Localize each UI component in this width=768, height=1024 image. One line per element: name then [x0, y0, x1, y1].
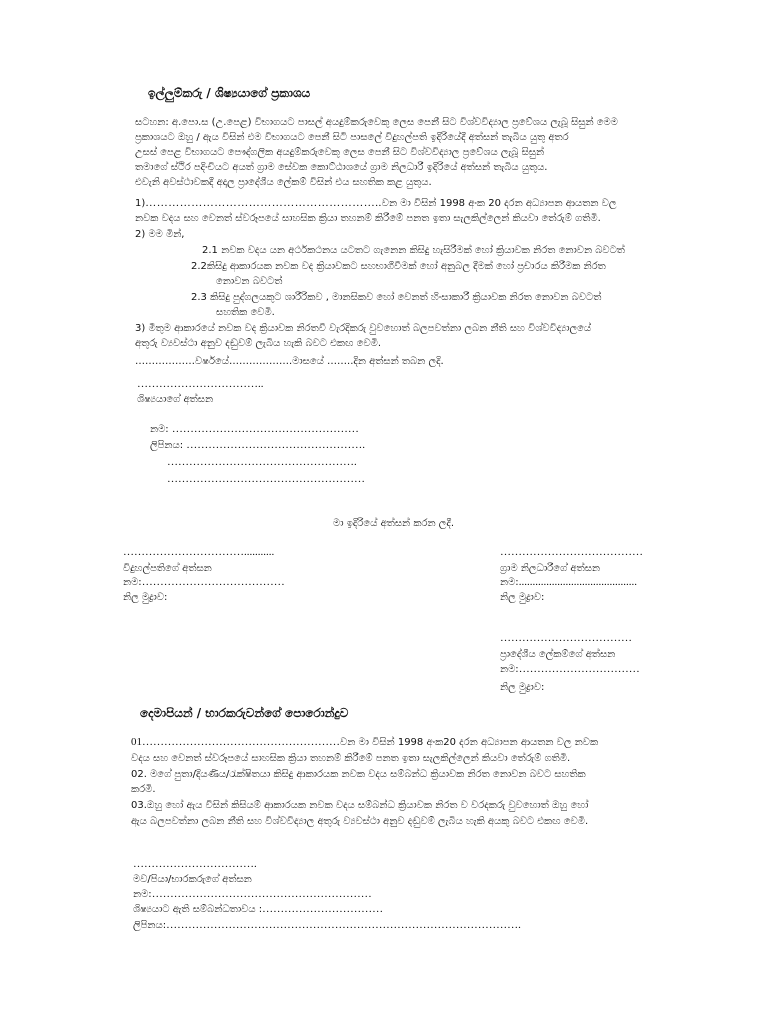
gn-signature-field[interactable]: ………………………………… — [500, 546, 643, 558]
guardian-p1-line: වදය සහ වෙනත් ස්වරූපයේ සාහසික ක්‍රියා තහනම් කිරීමේ පනත ඉතා සැලකිල්ලෙන් කියවා තේරුම් ගතිමි. — [131, 753, 571, 764]
declaration-title: ඉල්ලුම්කරු / ශිෂ්‍යයාගේ ප්‍රකාශය — [148, 86, 311, 100]
item-3-line: 3) මීතුම ආකාරයේ නවක වද ක්‍රියාවක නිරතවී වැරදිකරු වුවහොත් බලපවත්නා ලබන නීති සහ විශ්වවිද්‍යාලයේ — [135, 323, 592, 334]
principal-name-field[interactable]: ………………………………… — [141, 576, 285, 588]
principal-signature-label: විදුහල්පතිගේ අත්සන — [123, 563, 212, 574]
student-address-field[interactable]: …………………………………………. — [186, 439, 366, 451]
principal-seal-label: නිල මුද්‍රාව: — [123, 592, 168, 603]
guardian-relationship-row — [133, 902, 383, 917]
guardian-name-row — [133, 887, 372, 902]
student-address-field-3[interactable]: ……………………………………………… — [167, 473, 365, 485]
item-1-fill-field[interactable]: …………………………………………………….. — [145, 197, 382, 209]
guardian-relationship-field[interactable]: …………………………… — [262, 903, 384, 915]
guardian-p1-number: 01 — [131, 736, 142, 748]
guardian-relationship-label: ශිෂ්‍යයාට ඇති සම්බන්ධතාවය : — [133, 904, 263, 915]
principal-signature-field[interactable]: ……………………………........... — [123, 546, 275, 558]
gn-seal-label: නිල මුද්‍රාව: — [500, 592, 545, 603]
note-line: ප්‍රකාශයට ඔහු / ඇය විසින් එම විභාගයට පෙනී සිටි පාසලේ විදුහල්පති ඉදිරියේදී අත්සන් තැබිය යුතු අතර — [135, 132, 569, 143]
item-1-text: වන මා විසින් 1998 අංක 20 දරන අධ්‍යාපන ආයතන වල — [381, 198, 617, 209]
guardian-p2-line: කරමි. — [131, 784, 156, 795]
item-2-2-cont: නොවන බවටත් — [216, 276, 283, 287]
guardian-signature-label: මව/පියා/භාරකරුගේ අත්සන — [133, 874, 252, 885]
student-name-field[interactable]: …………………………………………… — [171, 423, 359, 435]
date-line[interactable]: ………………වර්ෂයේ……………….මාසයේ ……..දින අත්සන් තබන ලදි. — [135, 356, 444, 367]
ds-signature-field[interactable]: ……………………………… — [500, 632, 632, 644]
item-1-line: නවක වදය සහ වෙනත් ස්වරූපයේ සාහසික ක්‍රියා තහනම් කිරීමේ පනත ඉතා සැලකිල්ලෙන් කියවා තේරුම් ගතිමි. — [135, 213, 601, 224]
item-1-number: 1) — [135, 198, 146, 209]
note-line: එවැනි අවස්ථාවකදී අදාල ප්‍රාදේශීය ලේකම් විසින් එය සහතික කළ යුතුය. — [135, 177, 432, 188]
ds-name-label: නම: — [500, 664, 519, 675]
student-name-label: නම: — [150, 424, 169, 435]
item-2-1: 2.1 නවක වදය යන අර්ථකථනය යටතට ගැනෙන කිසිදු හැසිරීමක් හෝ ක්‍රියාවක නිරත නොවන බවටත් — [202, 245, 625, 256]
item-2-3-cont: සහතික වෙමි. — [216, 307, 275, 318]
student-name-row — [150, 422, 359, 437]
guardian-p3-line: ඇය බලපවත්නා ලබන නීති සහ විශ්වවිද්‍යාල අතුරු ව්‍යවස්ථා අනුව දඬුවම් ලැබිය හැකි අයකු බවට එකඟ වෙමි. — [131, 816, 589, 827]
item-1-line — [135, 196, 616, 211]
guardian-p2-line: 02. මගේ පුතා/දියණිය/රැක්ෂිතයා කිසිදු ආකාරයක නවක වදය සම්බන්ධ ක්‍රියාවක නිරත නොවන බවට සහතික — [131, 769, 586, 780]
ds-name-row — [500, 662, 640, 677]
ds-name-field[interactable]: …………………………… — [518, 663, 640, 675]
note-line: සටහන: අ.පො.ස (උ.පෙළ) විභාගයට පාසල් අයදුම්කරුවෙකු ලෙස පෙනී සිට විශ්වවිද්‍යාල ප්‍රවේශය ලැබූ සිසුන් මෙම — [135, 117, 618, 128]
item-2-heading: 2) මම මින්, — [135, 229, 185, 240]
gn-name-label: නම: — [500, 577, 519, 588]
guardian-signature-field[interactable]: ……………………………. — [133, 858, 257, 870]
guardian-name-field[interactable]: …………………………………………………… — [151, 888, 372, 900]
guardian-address-row — [133, 918, 521, 933]
student-signature-label: ශිෂ්‍යයාගේ අත්සන — [137, 394, 214, 405]
gn-name-field[interactable]: ........................................... — [518, 576, 637, 588]
guardian-p1-text: වන මා විසින් 1998 අංක20 දරන අධ්‍යාපන ආයතන වල නවක — [340, 737, 599, 748]
guardian-name-label: නම: — [133, 889, 152, 900]
guardian-p1-line — [131, 735, 598, 750]
ds-signature-label: ප්‍රාදේශීය ලේකම්ගේ අත්සන — [500, 649, 616, 660]
student-address-field-2[interactable]: ……………………………………………. — [167, 456, 357, 468]
item-2-3: 2.3 කිසිදු පුද්ගලයකුට ශාරීරිකව , මානසිකව හෝ වෙනත් හිංසාකාරී ක්‍රියාවක නිරත නොවන බවටත් — [191, 292, 602, 303]
item-3-line: අතුරු ව්‍යවස්ථා අනුව දඬුවම් ලැබිය හැකි බවට එකඟ වෙමි. — [135, 338, 382, 349]
guardian-address-label: ලිපිනය: — [133, 920, 167, 931]
guardian-title: දෙමාපියන් / භාරකරුවන්ගේ පොරොන්දුව — [140, 706, 349, 720]
student-address-label: ලිපිනය: — [150, 440, 184, 451]
principal-name-row — [123, 575, 285, 590]
student-address-row — [150, 438, 365, 453]
guardian-address-field[interactable]: ……………………………………………………………………………………. — [166, 919, 521, 931]
witness-heading: මා ඉදිරියේ අත්සන් කරන ලදී. — [333, 518, 455, 529]
gn-signature-label: ග්‍රාම නිලධාරීගේ අත්සන — [500, 563, 601, 574]
guardian-p3-line: 03.ඔහු හෝ ඇය විසින් කිසියම් ආකාරයක නවක වදය සම්බන්ධ ක්‍රියාවක නිරත ව වරදකරු වුවහොත් ඔහු හෝ — [131, 800, 589, 811]
note-line: උසස් පෙළ විභාගයට පෞද්ගලික අයදුම්කරුවෙකු ලෙස පෙනී සිට විශ්වවිද්‍යාල ප්‍රවේශය ලැබූ සිසුන් — [135, 147, 545, 158]
note-line: තමාගේ ස්ථිර පදිංචියට අයත් ග්‍රාම සේවක කොට්ඨාශයේ ග්‍රාම නිලධාරී ඉදිරියේ අත්සන් තැබිය යුතුය. — [135, 162, 548, 173]
guardian-p1-fill-field[interactable]: ……………………………………………… — [142, 736, 340, 748]
item-2-2: 2.2කිසිදු ආකාරයක නවක වද ක්‍රියාවකට සහභාගීවීමක් හෝ අනුබල දීමක් හෝ ප්‍රචාරය කිරීමක නිරත — [191, 261, 606, 272]
ds-seal-label: නිල මුද්‍රාව: — [500, 682, 545, 693]
gn-name-row — [500, 575, 637, 590]
student-signature-field[interactable]: …………………………….. — [137, 378, 264, 390]
principal-name-label: නම: — [123, 577, 142, 588]
